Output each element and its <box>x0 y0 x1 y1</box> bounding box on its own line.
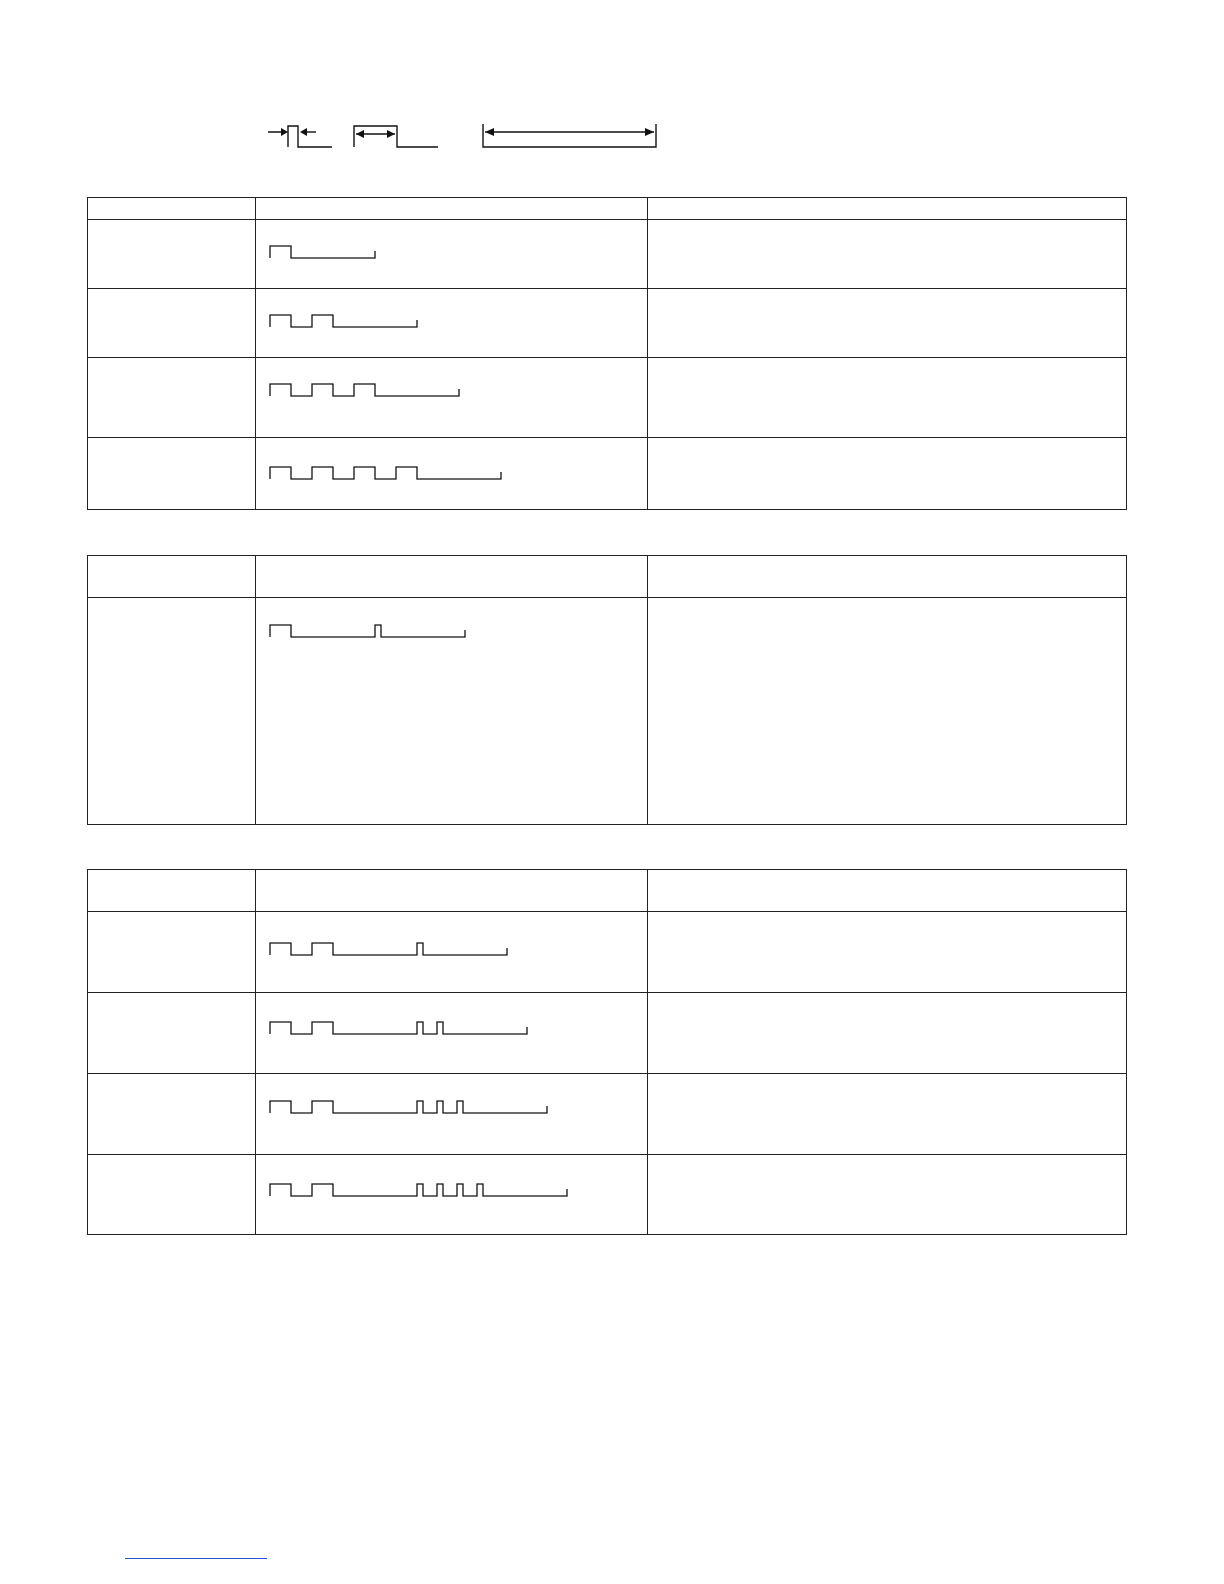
timing-legend <box>260 118 680 158</box>
pulse-train <box>270 384 459 396</box>
row-label <box>88 220 255 233</box>
arrowhead-icon <box>356 130 364 138</box>
row-description <box>648 289 1126 302</box>
arrowhead-icon <box>645 128 654 136</box>
footer-link-underline[interactable] <box>125 1558 267 1559</box>
row-label <box>88 358 255 371</box>
row-label <box>88 598 255 611</box>
row-description <box>648 598 1126 611</box>
blink-waveform <box>270 314 630 330</box>
header-signal <box>256 870 647 883</box>
blink-waveform <box>270 383 630 399</box>
row-label <box>88 912 255 925</box>
table-header-row <box>88 198 1127 220</box>
table-row <box>88 912 1127 993</box>
header-description <box>648 198 1126 211</box>
row-label <box>88 289 255 302</box>
header-description <box>648 870 1126 883</box>
table-header-row <box>88 556 1127 598</box>
row-description <box>648 220 1126 233</box>
table-header-row <box>88 870 1127 912</box>
arrowhead-icon <box>281 128 288 136</box>
table-row <box>88 358 1127 438</box>
blink-pattern-table-1 <box>87 197 1127 510</box>
arrowhead-icon <box>485 128 494 136</box>
table-row <box>88 598 1127 825</box>
pulse-train <box>270 943 507 955</box>
arrowhead-icon <box>387 130 395 138</box>
row-description <box>648 1155 1126 1168</box>
arrowhead-icon <box>300 128 307 136</box>
table-row <box>88 1155 1127 1235</box>
header-item <box>88 198 255 211</box>
header-signal <box>256 198 647 211</box>
row-label <box>88 1074 255 1087</box>
table-row <box>88 289 1127 358</box>
row-label <box>88 438 255 451</box>
row-description <box>648 438 1126 451</box>
pulse-train <box>270 1184 567 1196</box>
pulse-train <box>270 467 501 479</box>
table-row <box>88 220 1127 289</box>
blink-waveform <box>270 624 630 640</box>
row-description <box>648 993 1126 1006</box>
header-signal <box>256 556 647 569</box>
blink-pattern-table-2 <box>87 555 1127 825</box>
blink-waveform <box>270 245 630 261</box>
blink-waveform <box>270 1183 630 1199</box>
blink-waveform <box>270 942 630 958</box>
row-description <box>648 1074 1126 1087</box>
header-description <box>648 556 1126 569</box>
blink-waveform <box>270 1100 630 1116</box>
pulse-train <box>270 625 465 637</box>
pulse-train <box>270 1022 527 1034</box>
table-row <box>88 993 1127 1074</box>
blink-pattern-table-3 <box>87 869 1127 1235</box>
row-label <box>88 993 255 1006</box>
cycle-symbol <box>483 124 656 147</box>
header-item <box>88 870 255 883</box>
row-label <box>88 1155 255 1168</box>
interval-symbol <box>354 126 438 147</box>
pulse-train <box>270 246 375 258</box>
pulse-train <box>270 1101 547 1113</box>
pulse-train <box>270 315 417 327</box>
blink-waveform <box>270 1021 630 1037</box>
table-row <box>88 1074 1127 1155</box>
row-description <box>648 358 1126 371</box>
pulse-symbol <box>288 126 332 147</box>
table-row <box>88 438 1127 510</box>
header-item <box>88 556 255 569</box>
blink-waveform <box>270 466 630 482</box>
row-description <box>648 912 1126 925</box>
